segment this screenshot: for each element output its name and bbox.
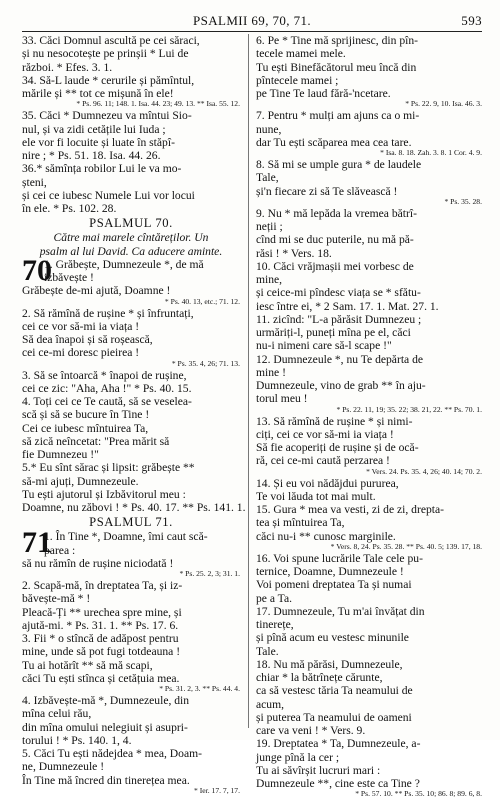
verse-line: 3. Fii * o stîncă de adăpost pentru xyxy=(22,632,179,645)
verse-line: În Tine mă încred din tinerețea mea. xyxy=(22,773,190,787)
verse-line: 10. Căci vrăjmașii mei vorbesc de xyxy=(256,259,414,273)
verse-line: 13. Să rămînă de rușine * și nimi- xyxy=(256,414,413,428)
page-header xyxy=(22,13,482,29)
verse-line: 18. Nu mă părăsi, Dumnezeule, xyxy=(256,657,403,671)
verse-line: 11. zicînd: "L-a părăsit Dumnezeu ; xyxy=(256,312,422,326)
verse-line: Tu ești ajutorul și Izbăvitorul meu : xyxy=(22,487,186,501)
cross-reference: * Isa. 8. 18. Zah. 3. 8. 1 Cor. 4. 9. xyxy=(380,148,482,157)
verse-line: junge pînă la cer ; xyxy=(256,750,340,764)
verse-line: fie Dumnezeu !" xyxy=(22,448,99,461)
verse-line: și nu nesocotește pe prinșii * Lui de xyxy=(22,47,189,61)
verse-line: 16. Voi spune lucrările Tale cele pu- xyxy=(256,551,423,565)
left-column xyxy=(22,34,246,796)
verse-line: torul meu ! xyxy=(256,392,308,406)
cross-reference: * Ps. 25. 2, 3; 31. 1. xyxy=(179,569,240,578)
verse-line: 1. Grăbește, Dumnezeule *, de mă xyxy=(44,257,204,271)
verse-line: 19. Dreptatea * Ta, Dumnezeule, a- xyxy=(256,737,421,751)
verse-line: cînd mi se duc puterile, nu mă pă- xyxy=(256,233,414,247)
verse-line: 15. Gura * mea va vesti, zi de zi, drepta- xyxy=(256,503,445,516)
verse-line: din mîna omului nelegiuit și asupri- xyxy=(22,720,188,734)
verse-line: Tale. xyxy=(256,644,279,658)
verse-line: 36.* sămînța robilor Lui le va mo- xyxy=(22,162,182,176)
cross-reference: * Ps. 22. 9, 10. Isa. 46. 3. xyxy=(405,99,482,109)
verse-line: ră, cei ce-mi caută perzarea ! xyxy=(256,454,390,468)
verse-line: Tale, xyxy=(256,171,279,185)
verse-line: Te voi lăuda tot mai mult. xyxy=(256,489,376,503)
verse-line: urmăriți-l, puneți mîna pe el, căci xyxy=(256,326,411,339)
verse-line: și ceice-mi pîndesc viața se * sfătu- xyxy=(256,286,421,300)
verse-line: 8. Să mi se umple gura * de laudele xyxy=(256,158,422,171)
verse-line: Doamne, nu zăbovi ! * Ps. 40. 17. ** Ps. 141. 1. xyxy=(22,501,246,514)
verse-line: 2. Scapă-mă, în dreptatea Ta, și iz- xyxy=(22,579,183,592)
verse-line: pe Tine Te laud fără-'ncetare. xyxy=(256,87,391,100)
cross-reference: * Ier. 17. 7, 17. xyxy=(194,785,240,795)
psalm-71-dropcap: 71 xyxy=(22,526,52,560)
verse-line: mine, xyxy=(256,273,283,286)
verse-line: 5.* Eu sînt sărac și lipsit: grăbește ** xyxy=(22,461,195,475)
verse-line: 12. Dumnezeule *, nu Te depărta de xyxy=(256,352,424,366)
verse-line: 34. Să-L laude * cerurile și pămîntul, xyxy=(22,73,195,87)
verse-line: Dumnezeule **, cine este ca Tine ? xyxy=(256,777,420,790)
verse-line: șteni, xyxy=(22,175,47,189)
verse-line: Să dea înapoi și să roșească, xyxy=(22,333,153,346)
verse-line: nul, și va zidi cetățile lui Iuda ; xyxy=(22,122,166,136)
verse-line: și puterea Ta neamului de oameni xyxy=(256,710,412,724)
verse-line: și pînă acum eu vestesc minunile xyxy=(256,631,409,645)
verse-line: 5. Căci Tu ești nădejdea * mea, Doam- xyxy=(22,747,202,760)
verse-line: răsi ! * Vers. 18. xyxy=(256,246,332,260)
verse-line: ajută-mi. * Ps. 31. 1. ** Ps. 17. 6. xyxy=(22,618,179,632)
header-rule xyxy=(22,31,482,32)
verse-line: Voi pomeni dreptatea Ta și numai xyxy=(256,578,412,592)
verse-line: mîna celui rău, xyxy=(22,707,92,721)
verse-line: ele vor fi locuite și luate în stăpî- xyxy=(22,135,175,149)
verse-line: Să fie acoperiți de rușine și de ocă- xyxy=(256,441,419,454)
psalm-70-opening xyxy=(22,253,240,287)
cross-reference: * Vers. 8, 24. Ps. 35. 28. ** Ps. 40. 5; 139. 17, 18. xyxy=(330,541,482,551)
running-title: PSALMII 69, 70, 71. xyxy=(192,13,312,28)
column-divider xyxy=(248,34,249,728)
verse-line: izbăvește ! xyxy=(44,271,94,284)
verse-line: iesc între ei, * 2 Sam. 17. 1. Mat. 27. 1. xyxy=(256,299,439,313)
verse-line: cei ce vor să-mi ia viața ! xyxy=(22,319,140,333)
verse-line: să zică neîncetat: "Prea mărit să xyxy=(22,434,170,448)
verse-line: 4. Toți cei ce Te caută, să se veselea- xyxy=(22,395,192,408)
verse-line: ciți, cei ce vor să-mi ia viața ! xyxy=(256,427,394,441)
verse-line: și'n fiecare zi să Te slăvească ! xyxy=(256,184,398,198)
verse-line: scă și să se bucure în Tine ! xyxy=(22,408,150,422)
verse-line: 3. Să se întoarcă * înapoi de rușine, xyxy=(22,368,187,382)
verse-line: nu-i nimeni care să-l scape !" xyxy=(256,339,392,353)
verse-line: să-mi ajuți, Dumnezeule. xyxy=(22,474,139,488)
cross-reference: * Ps. 40. 13, etc.; 71. 12. xyxy=(164,296,240,306)
verse-line: 2. Să rămînă de rușine * și înfruntați, xyxy=(22,306,194,320)
psalm-69-end xyxy=(22,34,240,215)
verse-line: Dumnezeule, vino de grab ** în aju- xyxy=(256,379,426,392)
verse-line: Cei ce iubesc mîntuirea Ta, xyxy=(22,421,149,435)
verse-line: parea : xyxy=(44,543,76,557)
verse-line: pe a Ta. xyxy=(256,591,292,605)
verse-line: neții ; xyxy=(256,220,283,233)
verse-line: dar Tu ești scăparea mea cea tare. xyxy=(256,135,412,149)
verse-line: 4. Izbăvește-mă *, Dumnezeule, din xyxy=(22,694,190,707)
verse-line: în ele. * Ps. 102. 28. xyxy=(22,202,117,215)
verse-line: 9. Nu * mă lepăda la vremea bătrî- xyxy=(256,206,417,220)
verse-line: 7. Pentru * mulți am ajuns ca o mi- xyxy=(256,109,420,123)
verse-line: torului ! * Ps. 140. 1, 4. xyxy=(22,733,132,747)
verse-line: cei ce-mi doresc pieirea ! xyxy=(22,346,140,360)
verse-line: mine ! xyxy=(256,365,286,379)
verse-line: Tu ești Binefăcătorul meu încă din xyxy=(256,60,417,74)
verse-line: cei ce zic: "Aha, Aha !" * Ps. 40. 15. xyxy=(22,381,192,395)
cross-reference: * Ps. 31. 2, 3. ** Ps. 44. 4. xyxy=(159,684,240,693)
verse-line: 17. Dumnezeule, Tu m'ai învățat din xyxy=(256,604,425,618)
cross-reference: * Ps. 96. 11; 148. 1. Isa. 44. 23; 49. 13. ** Isa. 55. 12. xyxy=(76,99,240,109)
cross-reference: * Ps. 22. 11, 19; 35. 22; 38. 21, 22. ** Ps. 70. 1. xyxy=(336,404,482,414)
verse-line: Grăbește de-mi ajută, Doamne ! xyxy=(22,284,171,298)
cross-reference: * Ps. 57. 10. ** Ps. 35. 10; 86. 8; 89. 6, 8. xyxy=(355,789,482,799)
verse-line: 1. În Tine *, Doamne, îmi caut scă- xyxy=(44,530,208,544)
verse-line: 6. Pe * Tine mă sprijinesc, din pîn- xyxy=(256,34,418,47)
psalm-71-opening xyxy=(22,526,240,560)
page-number: 593 xyxy=(461,13,482,28)
verse-line: băvește-mă * ! xyxy=(22,592,91,606)
verse-line: să nu rămîn de rușine niciodată ! xyxy=(22,556,174,570)
verse-line: ca să vestesc tăria Ta neamului de xyxy=(256,684,413,698)
verse-line: 33. Căci Domnul ascultă pe cei săraci, xyxy=(22,34,200,47)
cross-reference: * Ps. 35. 28. xyxy=(444,196,482,206)
verse-line: tea și mîntuirea Ta, xyxy=(256,516,345,530)
verse-line: Tu ai hotărît ** să mă scapi, xyxy=(22,658,153,672)
psalm-71-body xyxy=(22,557,240,796)
verse-line: nune, xyxy=(256,122,282,136)
verse-line: acum, xyxy=(256,697,285,711)
verse-line: tinerețe, xyxy=(256,618,294,631)
cross-reference: * Vers. 24. Ps. 35. 4, 26; 40. 14; 70. 2. xyxy=(366,466,482,476)
verse-line: pîntecele mamei ; xyxy=(256,73,339,87)
psalm-70-body xyxy=(22,284,246,514)
psalm-70-subtitle-line: psalm al lui David. Ca aducere aminte. xyxy=(39,244,223,258)
psalm-70-dropcap: 70 xyxy=(22,253,52,287)
verse-line: căci nu-i ** cunosc marginile. xyxy=(256,529,396,543)
verse-line: mine, unde să pot fugi totdeauna ! xyxy=(22,645,181,659)
verse-line: 35. Căci * Dumnezeu va mîntui Sio- xyxy=(22,109,192,123)
verse-line: Tu ai săvîrșit lucruri mari : xyxy=(256,763,381,777)
verse-line: nire ; * Ps. 51. 18. Isa. 44. 26. xyxy=(22,149,161,162)
verse-line: 14. Și eu voi nădăjdui pururea, xyxy=(256,476,399,490)
verse-line: ne, Dumnezeule ! xyxy=(22,760,105,774)
verse-line: ternice, Doamne, Dumnezeule ! xyxy=(256,565,404,578)
psalm-71-title: PSALMUL 71. xyxy=(89,515,173,530)
verse-line: război. * Efes. 3. 1. xyxy=(22,60,113,74)
verse-line: căci Tu ești stînca și cetățuia mea. xyxy=(22,671,180,685)
verse-line: care va veni ! * Vers. 9. xyxy=(256,724,366,737)
verse-line: mările și ** tot ce mișună în ele! xyxy=(22,87,174,100)
verse-line: tecele mamei mele. xyxy=(256,47,346,61)
verse-line: chiar * la bătrînețe cărunte, xyxy=(256,671,383,684)
verse-line: Pleacă-Ți ** urechea spre mine, și xyxy=(22,605,182,619)
verse-line: și cei ce iubesc Numele Lui vor locui xyxy=(22,188,195,202)
psalm-70-subtitle-line: Către mai marele cîntăreților. Un xyxy=(53,231,209,245)
right-column xyxy=(256,34,482,799)
psalm-71-continued xyxy=(256,34,482,799)
psalm-70-title: PSALMUL 70. xyxy=(89,216,173,231)
cross-reference: * Ps. 35. 4, 26; 71. 13. xyxy=(171,358,240,368)
